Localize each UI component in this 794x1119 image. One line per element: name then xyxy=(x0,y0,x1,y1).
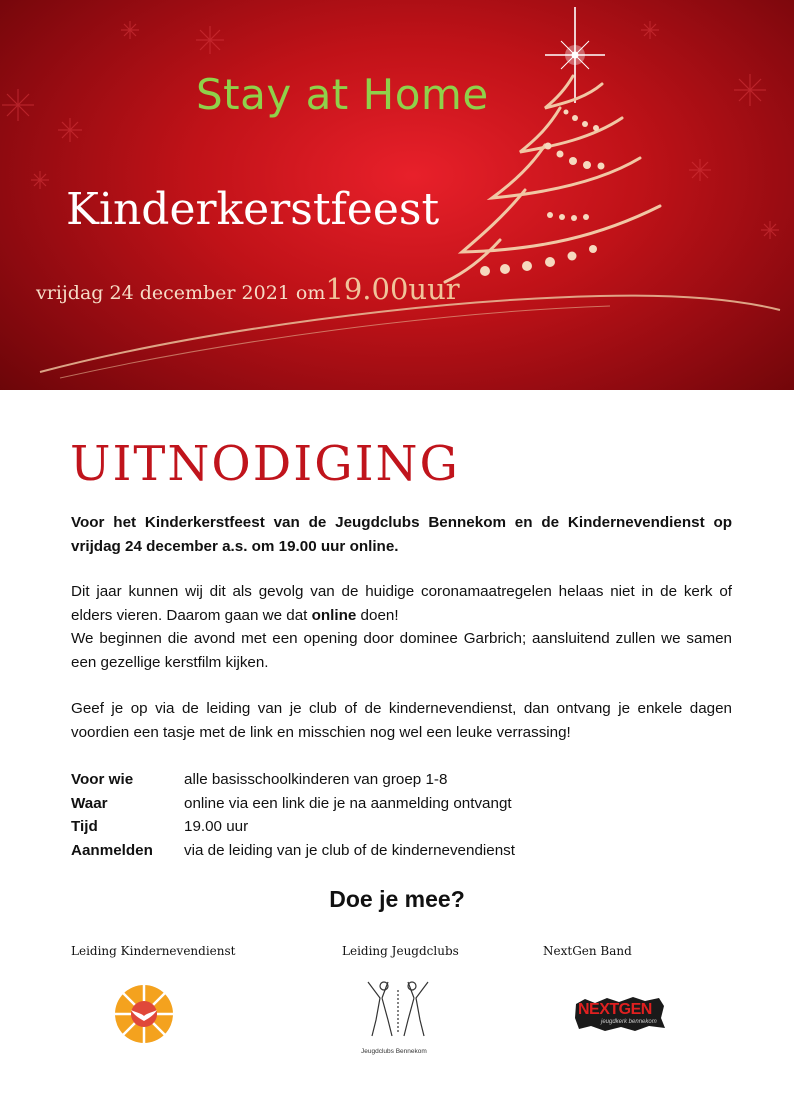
detail-value: via de leiding van je club of de kindernevendienst xyxy=(184,841,515,859)
detail-value: online via een link die je na aanmelding ontvangt xyxy=(184,794,512,812)
detail-label: Voor wie xyxy=(71,771,134,788)
detail-label: Aanmelden xyxy=(71,841,153,859)
info-paragraph xyxy=(71,580,732,674)
nextgen-logo-subtext: jeugdkerk bennekom xyxy=(601,1019,657,1025)
event-time: 19.00uur xyxy=(325,272,460,306)
invitation-heading: UITNODIGING xyxy=(70,436,460,492)
info-text-line2: We beginnen die avond met een opening door dominee Garbrich; aansluitend zullen we samen een gezellige kerstfilm kijken. xyxy=(71,630,732,671)
detail-row xyxy=(71,792,515,816)
info-text-before: Dit jaar kunnen wij dit als gevolg van de huidige coronamaatregelen helaas niet in de kerk of elders vieren. Daarom gaan we dat xyxy=(71,583,732,624)
detail-value: alle basisschoolkinderen van groep 1-8 xyxy=(184,771,448,788)
jeugdclubs-figures-logo-icon xyxy=(362,980,434,1044)
info-text-bold: online xyxy=(311,606,357,624)
detail-label: Tijd xyxy=(71,818,98,835)
organizer-label-kindernevendienst: Leiding Kindernevendienst xyxy=(71,944,236,958)
stay-at-home-title: Stay at Home xyxy=(196,70,489,119)
organizer-label-nextgen: NextGen Band xyxy=(543,944,632,958)
event-title: Kinderkerstfeest xyxy=(66,184,440,235)
intro-paragraph: Voor het Kinderkerstfeest van de Jeugdclubs Bennekom en de Kindernevendienst op vrijdag 24 december a.s. om 19.00 uur online. xyxy=(71,514,732,555)
nextgen-logo xyxy=(573,996,667,1032)
event-date: vrijdag 24 december 2021 om xyxy=(36,282,326,304)
info-text-after: doen! xyxy=(356,606,399,624)
call-to-action: Doe je mee? xyxy=(329,886,465,912)
organizer-label-jeugdclubs: Leiding Jeugdclubs xyxy=(342,944,459,958)
details-list xyxy=(71,768,515,862)
jeugdclubs-logo-caption: Jeugdclubs Bennekom xyxy=(361,1048,427,1055)
detail-row xyxy=(71,768,515,792)
detail-label: Waar xyxy=(71,794,108,812)
detail-row xyxy=(71,839,515,863)
nextgen-logo-text: NEXTGEN xyxy=(578,1001,652,1018)
detail-value: 19.00 uur xyxy=(184,818,249,835)
signup-paragraph: Geef je op via de leiding van je club of de kindernevendienst, dan ontvang je enkele dagen voordien een tasje met de link en misschien nog wel een leuke verrassing! xyxy=(71,700,732,741)
dove-logo-icon xyxy=(113,983,175,1045)
event-date-line xyxy=(36,272,460,306)
header-banner xyxy=(0,0,794,390)
detail-row xyxy=(71,815,515,839)
